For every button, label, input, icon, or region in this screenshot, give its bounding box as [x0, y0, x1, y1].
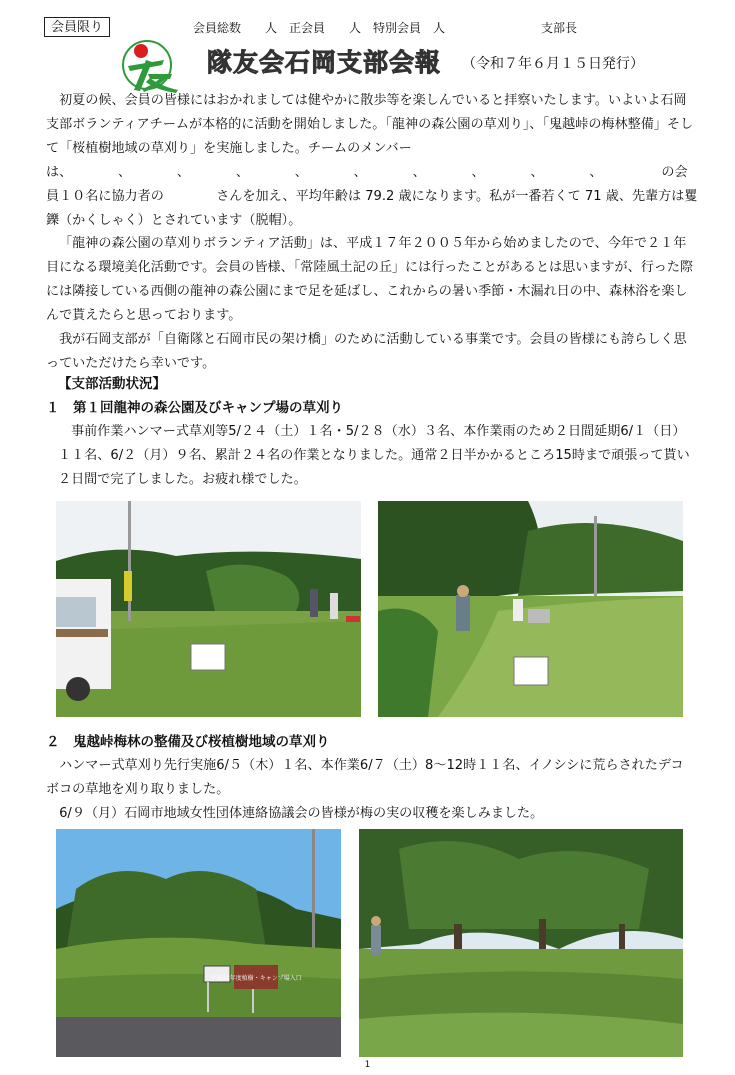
member-stats-line: 会員総数 人 正会員 人 特別会員 人 支部長: [193, 21, 578, 35]
photo-mowing-with-truck: [56, 501, 361, 717]
photo-mowing-field: [378, 501, 683, 717]
activity-text: 6/９（月）石岡市地域女性団体連絡協議会の皆様が梅の実の収穫を楽しみました。: [59, 805, 544, 821]
entrance-sign-text: 平成31年度植樹・キャンプ場入口: [210, 975, 302, 982]
intro-paragraph: 初夏の候、会員の皆様にはおかれましては健やかに散歩等を楽しんでいると拝察いたします。いよいよ石岡支部ボランティアチームが本格的に活動を開始しました。「龍神の森公園の草刈り」、「鬼越峠の梅林整備」そして「桜植樹地域の草刈り」を実施しました。チームのメンバーは、 、 、 、 、 、 、 、 、 、 の会員１０名に協力者の さんを加え、平均年齢は 79.2 歳になります。私が一番若くて 71 歳、先輩方は矍鑠（かくしゃく）とされています（脱帽）。: [46, 93, 698, 228]
photo-plum-orchard: [359, 829, 683, 1057]
intro-paragraph: 我が石岡支部が「自衛隊と石岡市民の架け橋」のために活動している事業です。会員の皆様にも誇らしく思っていただけたら幸いです。: [46, 332, 687, 371]
activity-heading: １ 第１回龍神の森公園及びキャンプ場の草刈り: [46, 400, 343, 416]
newsletter-title: 隊友会石岡支部会報: [207, 48, 442, 77]
intro-paragraph: 「龍神の森公園の草刈りボランティア活動」は、平成１７年２００５年から始めましたので、今年で２１年目になる環境美化活動です。会員の皆様、「常陸風土記の丘」には行ったことがあるとは思いますが、行った際には隣接している西側の龍神の森公園にまで足を延ばし、これからの暑い季節・木漏れ日の中、森林浴を楽しんで貰えたらと思っております。: [46, 236, 694, 324]
activity-text: ハンマー式草刈り先行実施6/５（木）１名、本作業6/７（土）8～12時１１名、イノシシに荒らされたデコボコの草地を刈り取りました。: [46, 758, 684, 797]
section-heading: 【支部活動状況】: [58, 376, 166, 392]
members-only-badge: 会員限り: [44, 17, 110, 37]
taiyukai-logo-icon: [120, 38, 184, 94]
intro-text: [46, 89, 698, 376]
activity-text: 事前作業ハンマー式草刈等5/２４（土）１名・5/２８（水）３名、本作業雨のため２日間延期6/１（日）１１名、6/２（月）９名、累計２４名の作業となりました。通常２日半かかるところ15時まで頑張って貰い２日間で完了しました。お疲れ様でした。: [58, 424, 690, 487]
issue-date: （令和７年６月１５日発行）: [462, 56, 644, 72]
page-number: 1: [364, 1060, 371, 1070]
photo-plum-grove-entrance: [56, 829, 341, 1057]
activity-body: [46, 754, 696, 826]
activity-body: [58, 420, 692, 492]
activity-heading: ２ 鬼越峠梅林の整備及び桜植樹地域の草刈り: [46, 734, 330, 750]
